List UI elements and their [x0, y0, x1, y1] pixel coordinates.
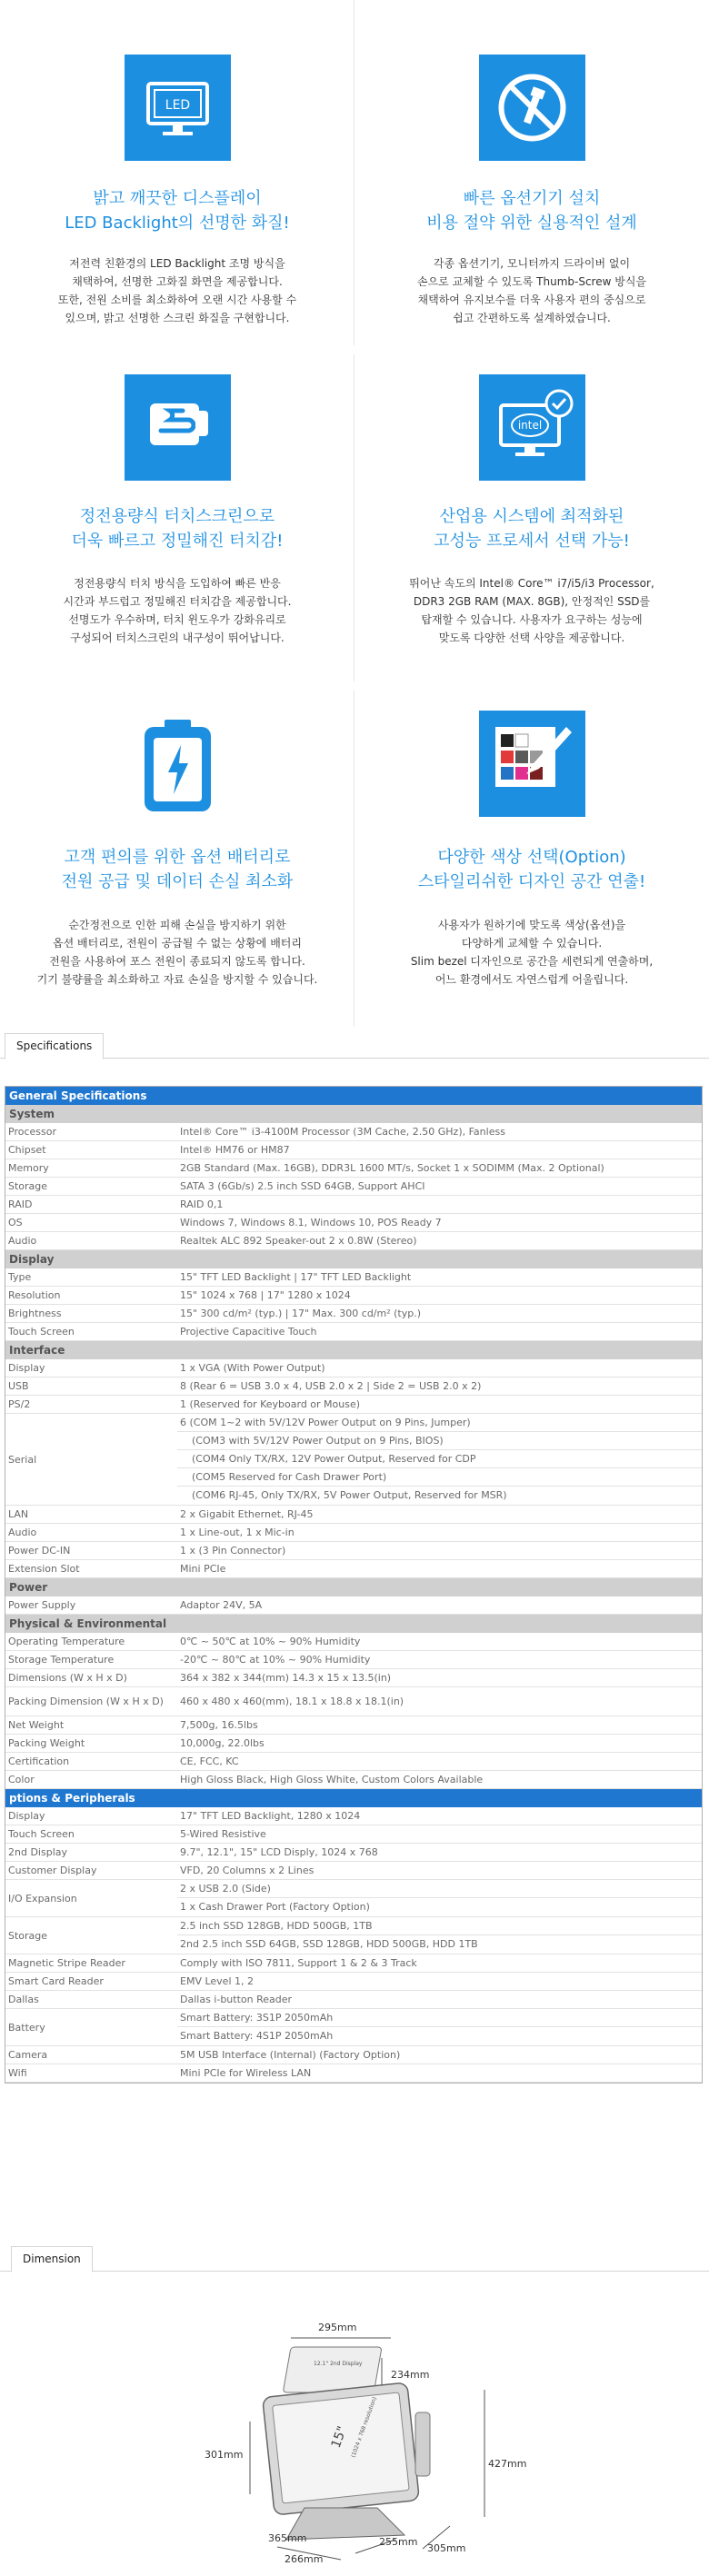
spec-row — [5, 1378, 702, 1396]
spec-row — [5, 1506, 702, 1524]
spec-row — [5, 1141, 702, 1159]
spec-key: Packing Dimension (W x H x D) — [8, 1696, 164, 1707]
spec-row — [5, 1716, 702, 1735]
spec-value: 2GB Standard (Max. 16GB), DDR3L 1600 MT/s, Socket 1 x SODIMM (Max. 2 Optional) — [180, 1162, 604, 1174]
spec-value: High Gloss Black, High Gloss White, Custom Colors Available — [180, 1774, 484, 1785]
spec-key: PS/2 — [8, 1398, 31, 1410]
spec-key: Dallas — [8, 1994, 39, 2005]
feature-desc: 정전용량식 터치 방식을 도입하여 빠른 반응 시간과 부드럽고 정밀해진 터치감을 제공합니다. 선명도가 우수하며, 터치 윈도우가 강화유리로 구성되어 터치스크린의 내구성이 뛰어납니다. — [63, 577, 292, 644]
spec-row — [5, 1991, 702, 2009]
spec-row — [5, 1753, 702, 1771]
spec-value: -20℃ ~ 80℃ at 10% ~ 90% Humidity — [180, 1654, 371, 1666]
spec-row — [5, 1596, 702, 1615]
spec-key: LAN — [8, 1508, 29, 1520]
svg-text:(1024 x 768 resolution): (1024 x 768 resolution) — [350, 2396, 378, 2459]
svg-text:12.1" 2nd Display: 12.1" 2nd Display — [314, 2361, 363, 2367]
dim-label-right: 427mm — [488, 2458, 527, 2470]
section-system: System — [5, 1105, 702, 1123]
spec-row — [5, 1633, 702, 1651]
spec-value: 6 (COM 1~2 with 5V/12V Power Output on 9 Pins, Jumper) — [177, 1414, 702, 1432]
spec-key: Battery — [8, 2021, 45, 2034]
spec-key: Dimensions (W x H x D) — [8, 1672, 127, 1684]
spec-value: Intel® Core™ i3-4100M Processor (3M Cache, 2.50 GHz), Fanless — [180, 1126, 505, 1138]
spec-value: 1 x VGA (With Power Output) — [180, 1362, 325, 1374]
spec-value: 1 x (3 Pin Connector) — [180, 1545, 286, 1557]
touch-hand-icon — [125, 374, 231, 481]
spec-key: Extension Slot — [8, 1563, 80, 1575]
dim-label-left: 301mm — [205, 2449, 244, 2461]
spec-key: Smart Card Reader — [8, 1975, 104, 1987]
spec-row — [5, 1973, 702, 1991]
spec-value: 5-Wired Resistive — [180, 1828, 266, 1840]
spec-key: Memory — [8, 1162, 49, 1174]
spec-row — [5, 1954, 702, 1973]
spec-key: Display — [8, 1810, 45, 1822]
feature-desc: 저전력 친환경의 LED Backlight 조명 방식을 채택하여, 선명한 고화질 화면을 제공합니다. 또한, 전원 소비를 최소화하여 오랜 시간 사용할 수 있으며, 밝고 선명한 스크린 화질을 구현합니다. — [57, 257, 297, 324]
spec-value: 1 x Line-out, 1 x Mic-in — [180, 1527, 295, 1538]
spec-row — [5, 1651, 702, 1669]
spec-value: 9.7", 12.1", 15" LCD Disply, 1024 x 768 — [180, 1846, 378, 1858]
feature-title: 산업용 시스템에 최적화된 — [439, 507, 624, 526]
feature-touch — [0, 354, 354, 681]
spec-row — [5, 1159, 702, 1178]
spec-key: Display — [8, 1362, 45, 1374]
spec-value: Intel® HM76 or HM87 — [180, 1144, 290, 1156]
spec-key: Magnetic Stripe Reader — [8, 1957, 125, 1969]
section-physical: Physical & Environmental — [5, 1615, 702, 1633]
spec-value: 15" 1024 x 768 | 17" 1280 x 1024 — [180, 1289, 351, 1301]
svg-text:intel: intel — [517, 419, 543, 432]
intel-monitor-icon — [479, 374, 585, 481]
spec-value: 2nd 2.5 inch SSD 64GB, SSD 128GB, HDD 500GB, HDD 1TB — [180, 1938, 478, 1950]
svg-text:LED: LED — [165, 98, 191, 113]
spec-key: Storage — [8, 1929, 48, 1942]
feature-desc: 순간정전으로 인한 피해 손실을 방지하기 위한 옵션 배터리로, 전원이 공급될 수 없는 상황에 배터리 전원을 사용하여 포스 전원이 종료되지 않도록 합니다. 기기 불량률을 최소화하고 자료 손실을 방지할 수 있습니다. — [36, 919, 318, 986]
spec-value: (COM3 with 5V/12V Power Output on 9 Pins, BIOS) — [177, 1432, 702, 1450]
spec-value: Smart Battery: 4S1P 2050mAh — [180, 2030, 334, 2042]
no-tool-icon — [479, 55, 585, 161]
spec-key: Storage Temperature — [8, 1654, 115, 1666]
tab-specifications[interactable]: Specifications — [5, 1033, 104, 1059]
spec-key: Color — [8, 1774, 35, 1785]
spec-value: Smart Battery: 3S1P 2050mAh — [177, 2009, 702, 2027]
spec-row — [5, 1323, 702, 1341]
spec-row — [5, 1825, 702, 1844]
spec-value: CE, FCC, KC — [180, 1755, 239, 1767]
spec-row — [5, 2046, 702, 2064]
spec-key: 2nd Display — [8, 1846, 67, 1858]
spec-key: Serial — [8, 1453, 37, 1466]
spec-row-battery — [5, 2009, 702, 2046]
dim-label-bottom-right: 305mm — [427, 2542, 466, 2554]
spec-key: Camera — [8, 2049, 48, 2061]
spec-key: Touch Screen — [8, 1326, 75, 1338]
spec-row — [5, 1178, 702, 1196]
spec-key: Storage — [8, 1180, 48, 1192]
spec-row — [5, 1862, 702, 1880]
dim-label-bottom: 266mm — [285, 2553, 324, 2565]
spec-value: (COM5 Reserved for Cash Drawer Port) — [177, 1468, 702, 1487]
spec-row — [5, 1268, 702, 1287]
spec-value: 5M USB Interface (Internal) (Factory Option) — [180, 2049, 401, 2061]
dim-label-bottom-mid: 255mm — [379, 2536, 418, 2548]
spec-value: 15" 300 cd/m² (typ.) | 17" Max. 300 cd/m² (typ.) — [180, 1308, 422, 1319]
spec-key: OS — [8, 1217, 23, 1228]
spec-row — [5, 1669, 702, 1687]
spec-value: VFD, 20 Columns x 2 Lines — [180, 1865, 315, 1876]
section-options: ptions & Peripherals — [5, 1789, 702, 1807]
spec-row — [5, 2064, 702, 2083]
spec-value: RAID 0,1 — [180, 1198, 224, 1210]
feature-title: 빠른 옵션기기 설치 — [463, 189, 601, 208]
spec-key: Chipset — [8, 1144, 46, 1156]
spec-row-storage — [5, 1917, 702, 1954]
spec-value: SATA 3 (6Gb/s) 2.5 inch SSD 64GB, Support AHCI — [180, 1180, 425, 1192]
spec-value: Comply with ISO 7811, Support 1 & 2 & 3 Track — [180, 1957, 417, 1969]
spec-value: 1 (Reserved for Keyboard or Mouse) — [180, 1398, 361, 1410]
spec-key: Net Weight — [8, 1719, 65, 1731]
spec-key: Power DC-IN — [8, 1545, 71, 1557]
spec-row — [5, 1542, 702, 1560]
feature-desc: 각종 옵션기기, 모니터까지 드라이버 없이 손으로 교체할 수 있도록 Thumb-Screw 방식을 채택하여 유지보수를 더욱 사용자 편의 중심으로 쉽고 간편하도록 설계하였습니다. — [416, 257, 647, 324]
spec-key: Power Supply — [8, 1599, 76, 1611]
spec-value: 10,000g, 22.0lbs — [180, 1737, 265, 1749]
spec-value: Dallas i-button Reader — [180, 1994, 293, 2005]
spec-value: 364 x 382 x 344(mm) 14.3 x 15 x 13.5(in) — [180, 1672, 392, 1684]
spec-key: Operating Temperature — [8, 1636, 125, 1647]
spec-value: EMV Level 1, 2 — [180, 1975, 254, 1987]
led-monitor-icon — [125, 55, 231, 161]
spec-value: 0℃ ~ 50℃ at 10% ~ 90% Humidity — [180, 1636, 361, 1647]
spec-row — [5, 1844, 702, 1862]
feature-subtitle: 더욱 빠르고 정밀해진 터치감! — [71, 532, 284, 551]
spec-row-io — [5, 1880, 702, 1917]
spec-row-serial — [5, 1414, 702, 1506]
feature-title: 고객 편의를 위한 옵션 배터리로 — [64, 848, 291, 867]
spec-row — [5, 1359, 702, 1378]
spec-value: Mini PCIe — [180, 1563, 226, 1575]
spec-row — [5, 1123, 702, 1141]
spec-value: Realtek ALC 892 Speaker-out 2 x 0.8W (Stereo) — [180, 1235, 417, 1247]
spec-value: 15" TFT LED Backlight | 17" TFT LED Backlight — [180, 1271, 412, 1283]
spec-value: (COM6 RJ-45, Only TX/RX, 5V Power Output, Reserved for MSR) — [192, 1489, 507, 1501]
spec-value: Adaptor 24V, 5A — [180, 1599, 263, 1611]
spec-key: Brightness — [8, 1308, 62, 1319]
feature-subtitle: LED Backlight의 선명한 화질! — [65, 214, 290, 233]
spec-row — [5, 1305, 702, 1323]
spec-row — [5, 1771, 702, 1789]
spec-value: (COM4 Only TX/RX, 12V Power Output, Reserved for CDP — [177, 1450, 702, 1468]
dim-label-bottom-left: 365mm — [268, 2532, 307, 2544]
spec-key: Customer Display — [8, 1865, 97, 1876]
spec-key: RAID — [8, 1198, 33, 1210]
spec-value: Windows 7, Windows 8.1, Windows 10, POS Ready 7 — [180, 1217, 442, 1228]
feature-color — [354, 691, 709, 1027]
spec-value: 1 x Cash Drawer Port (Factory Option) — [180, 1901, 370, 1913]
spec-key: Certification — [8, 1755, 70, 1767]
spec-value: 460 x 480 x 460(mm), 18.1 x 18.8 x 18.1(in) — [180, 1695, 404, 1707]
dim-label-top: 295mm — [318, 2322, 357, 2333]
spec-value: 2.5 inch SSD 128GB, HDD 500GB, 1TB — [177, 1917, 702, 1935]
feature-title: 정전용량식 터치스크린으로 — [79, 507, 275, 526]
spec-key: I/O Expansion — [8, 1892, 77, 1905]
spec-key: Processor — [8, 1126, 56, 1138]
spec-value: 17" TFT LED Backlight, 1280 x 1024 — [180, 1810, 361, 1822]
dimension-drawing — [177, 2322, 541, 2567]
spec-key: Audio — [8, 1235, 37, 1247]
spec-key: Touch Screen — [8, 1828, 75, 1840]
feature-thumbscrew — [354, 0, 709, 345]
spec-title: General Specifications — [5, 1087, 702, 1105]
spec-value: 2 x Gigabit Ethernet, RJ-45 — [180, 1508, 314, 1520]
spec-value: 7,500g, 16.5lbs — [180, 1719, 258, 1731]
spec-key: Resolution — [8, 1289, 61, 1301]
feature-desc: 뛰어난 속도의 Intel® Core™ i7/i5/i3 Processor, DDR3 2GB RAM (MAX. 8GB), 안정적인 SSD를 탑재할 수 있습니다. 사용자가 요구하는 성능에 맞도록 다양한 선택 사양을 제공합니다. — [409, 577, 654, 644]
feature-title: 다양한 색상 선택(Option) — [437, 848, 626, 867]
color-palette-icon — [479, 711, 585, 817]
feature-subtitle: 전원 공급 및 데이터 손실 최소화 — [61, 872, 294, 891]
spec-table — [5, 1086, 703, 2084]
spec-row — [5, 1524, 702, 1542]
battery-icon — [125, 711, 231, 817]
spec-key: Wifi — [8, 2067, 27, 2079]
feature-desc: 사용자가 원하기에 맞도록 색상(옵션)을 다양하게 교체할 수 있습니다. Slim bezel 디자인으로 공간을 세련되게 연출하며, 어느 환경에서도 자연스럽게 어울립니다. — [410, 919, 654, 986]
spec-row — [5, 1287, 702, 1305]
feature-title: 밝고 깨끗한 디스플레이 — [93, 189, 262, 208]
spec-row — [5, 1735, 702, 1753]
feature-subtitle: 스타일리쉬한 디자인 공간 연출! — [417, 872, 646, 891]
spec-row-packing — [5, 1687, 702, 1716]
spec-row — [5, 1560, 702, 1578]
section-display: Display — [5, 1250, 702, 1268]
spec-tabbar — [0, 1029, 709, 1059]
feature-subtitle: 고성능 프로세서 선택 가능! — [434, 532, 630, 551]
dimension-tabbar — [0, 2243, 709, 2272]
spec-key: Type — [8, 1271, 32, 1283]
spec-row — [5, 1232, 702, 1250]
feature-battery — [0, 691, 354, 1027]
svg-text:15": 15" — [328, 2424, 351, 2451]
spec-key: Audio — [8, 1527, 37, 1538]
spec-row — [5, 1807, 702, 1825]
dim-label-depth-top: 234mm — [391, 2369, 430, 2381]
spec-row — [5, 1214, 702, 1232]
feature-subtitle: 비용 절약 위한 실용적인 설계 — [426, 214, 637, 233]
feature-led — [0, 0, 354, 345]
spec-value: Projective Capacitive Touch — [180, 1326, 317, 1338]
spec-key: Packing Weight — [8, 1737, 85, 1749]
feature-intel — [354, 354, 709, 681]
spec-value: Mini PCIe for Wireless LAN — [180, 2067, 312, 2079]
spec-value: 8 (Rear 6 = USB 3.0 x 4, USB 2.0 x 2 | Side 2 = USB 2.0 x 2) — [180, 1380, 482, 1392]
pos-terminal-drawing — [177, 2322, 541, 2567]
section-power: Power — [5, 1578, 702, 1596]
section-interface: Interface — [5, 1341, 702, 1359]
tab-dimension[interactable]: Dimension — [11, 2246, 93, 2273]
spec-value: 2 x USB 2.0 (Side) — [177, 1880, 702, 1898]
spec-row — [5, 1196, 702, 1214]
spec-row — [5, 1396, 702, 1414]
spec-key: USB — [8, 1380, 29, 1392]
